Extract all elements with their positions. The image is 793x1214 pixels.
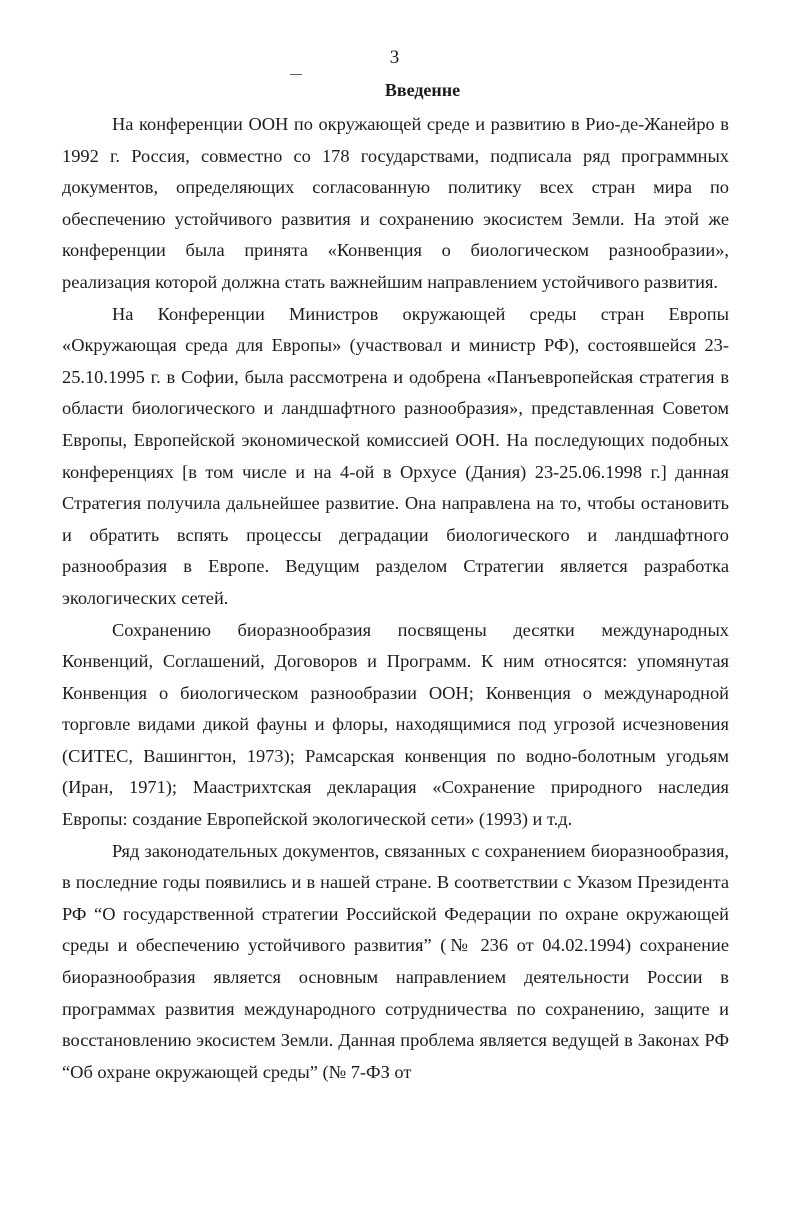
paragraph-international-conventions: Сохранению биоразнообразия посвящены десятки международных Конвенций, Соглашений, Договоров и Программ. К ним относятся: упомянутая Конвенция о биологическом разнообразии ООН; Конвенция о международной торговле видами дикой фауны и флоры, находящимися под угрозой исчезновения (СИТЕС, Вашингтон, 1973); Рамсарская конвенция по водно-болотным угодьям (Иран, 1971); Маастрихтская декларация «Сохранение природного наследия Европы: создание Европейской экологической сети» (1993) и т.д. bbox=[62, 619, 729, 830]
paragraph-national-legislation: Ряд законодательных документов, связанных с сохранением биоразнообразия, в последние годы появились и в нашей стране. В соответствии с Указом Президента РФ “О государственной стратегии Российской Федерации по охране окружающей среды и обеспечению устойчивого развития” (№ 236 от 04.02.1994) сохранение биоразнообразия является основным направлением деятельности России в программах развития международного сотрудничества по сохранению, защите и восстановлению экосистем Земли. Данная проблема является ведущей в Законах РФ “Об охране окружающей среды” (№ 7-ФЗ от bbox=[62, 840, 729, 1082]
page-number: 3 bbox=[389, 47, 400, 68]
document-body bbox=[62, 109, 729, 1088]
scan-mark bbox=[290, 74, 302, 75]
paragraph-european-strategy: На Конференции Министров окружающей среды стран Европы «Окружающая среда для Европы» (участвовал и министр РФ), состоявшейся 23-25.10.1995 г. в Софии, была рассмотрена и одобрена «Панъевропейская стратегия в области биологического и ландшафтного разнообразия», представленная Советом Европы, Европейской экономической комиссией ООН. На последующих подобных конференциях [в том числе и на 4-ой в Орхусе (Дания) 23-25.06.1998 г.] данная Стратегия получила дальнейшее развитие. Она направлена на то, чтобы остановить и обратить вспять процессы деградации биологического и ландшафтного разнообразия в Европе. Ведущим разделом Стратегии является разработка экологических сетей. bbox=[62, 303, 729, 608]
paragraph-introduction: На конференции ООН по окружающей среде и развитию в Рио-де-Жанейро в 1992 г. Россия, совместно со 178 государствами, подписала ряд программных документов, определяющих согласованную политику всех стран мира по обеспечению устойчивого развития и сохранению экосистем Земли. На этой же конференции была принята «Конвенция о биологическом разнообразии», реализация которой должна стать важнейшим направлением устойчивого развития. bbox=[62, 114, 729, 292]
page-title: Введенне bbox=[384, 80, 461, 100]
